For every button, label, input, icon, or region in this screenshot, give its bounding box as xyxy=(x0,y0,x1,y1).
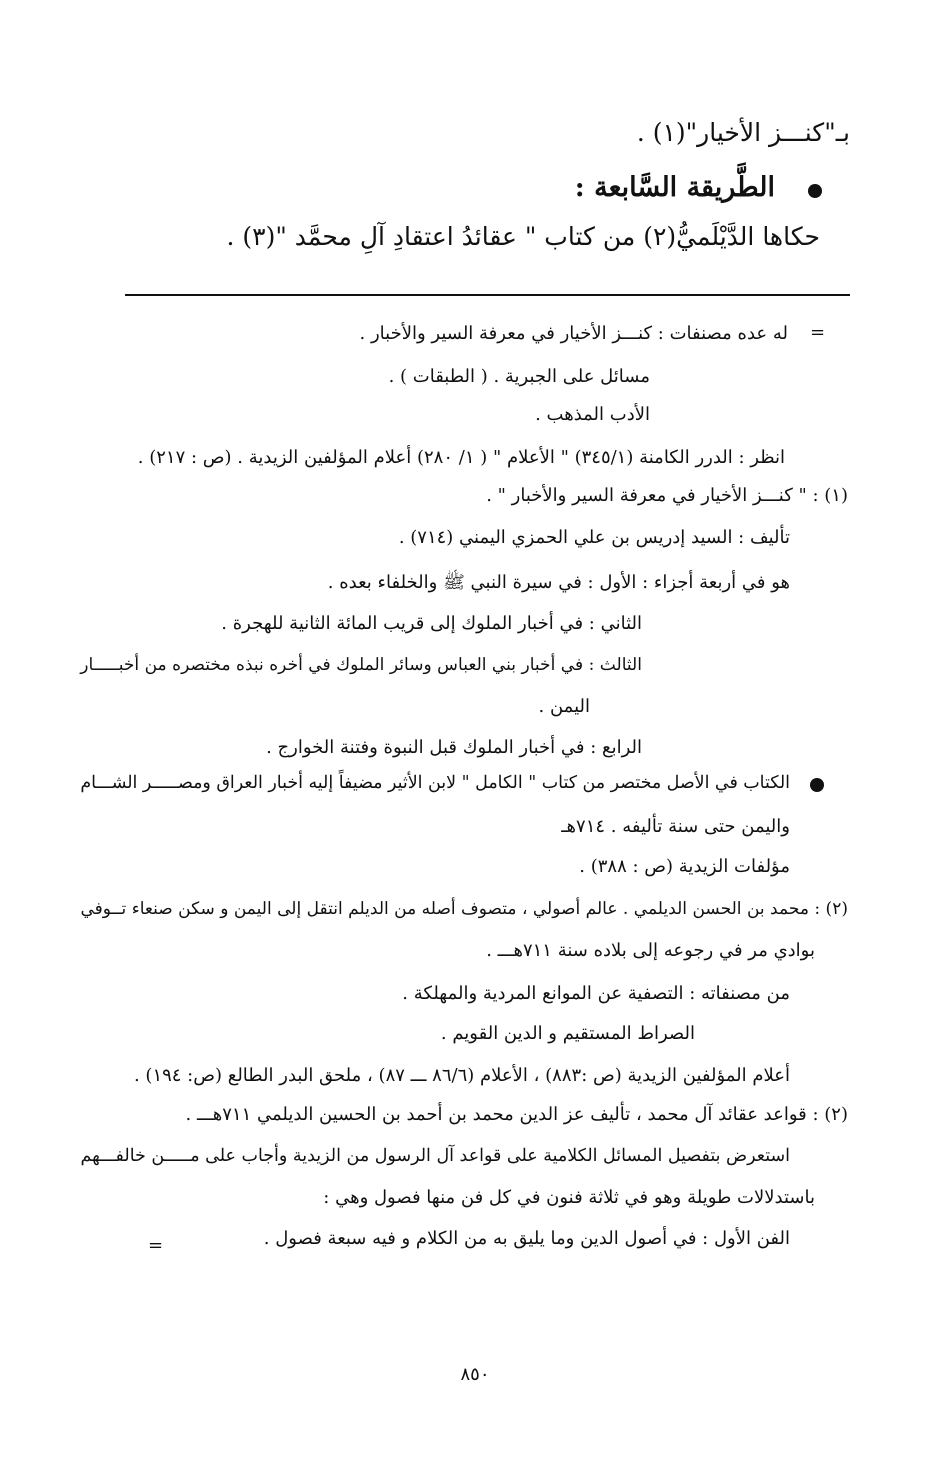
section-heading: الطَّريقة السَّابعة : xyxy=(574,172,775,203)
bullet-icon xyxy=(808,184,822,198)
footnote-line: تأليف : السيد إدريس بن علي الحمزي اليمني (٧١٤) . xyxy=(398,527,790,548)
footnote-line: انظر : الدرر الكامنة (٣٤٥/١) " الأعلام " ( ١/ ٢٨٠) أعلام المؤلفين الزيدية . (ص : ٢١٧) . xyxy=(137,447,785,468)
footnote-line: بوادي مر في رجوعه إلى بلاده سنة ٧١١هـــ . xyxy=(486,940,815,961)
footnote-line: واليمن حتى سنة تأليفه . ٧١٤هـ xyxy=(561,816,790,837)
footnote-line: الفن الأول : في أصول الدين وما يليق به من الكلام و فيه سبعة فصول . xyxy=(263,1228,790,1249)
footnote-line: مؤلفات الزيدية (ص : ٣٨٨) . xyxy=(579,856,790,877)
footnote-line: الثالث : في أخبار بني العباس وسائر الملوك في أخره نبذه مختصره من أخبـــــار xyxy=(80,655,642,675)
bullet-icon xyxy=(810,778,824,792)
footnote-line: باستدلالات طويلة وهو في ثلاثة فنون في كل فن منها فصول وهي : xyxy=(323,1187,815,1208)
footnote-line: هو في أربعة أجزاء : الأول : في سيرة النبي ﷺ والخلفاء بعده . xyxy=(327,572,790,593)
footnote-line: له عده مصنفات : كنـــز الأخيار في معرفة السير والأخبار . xyxy=(359,323,788,344)
main-text-line-1: بـ"كنـــز الأخيار"(١) . xyxy=(636,118,850,147)
continuation-marker: = xyxy=(148,1235,164,1256)
footnote-3-title: (٢) : قواعد عقائد آل محمد ، تأليف عز الدين محمد بن أحمد بن الحسين الديلمي ٧١١هـــ . xyxy=(185,1104,848,1125)
footnote-line: مسائل على الجبرية . ( الطبقات ) . xyxy=(388,366,650,387)
main-text-line-3: حكاها الدَّيْلَميُّ(٢) من كتاب " عقائدُ اعتقادِ آلِ محمَّد "(٣) . xyxy=(226,222,820,251)
footnote-line: من مصنفاته : التصفية عن الموانع المردية والمهلكة . xyxy=(402,983,790,1004)
footnote-line: الصراط المستقيم و الدين القويم . xyxy=(440,1023,695,1044)
footnote-line: اليمن . xyxy=(538,696,590,717)
continuation-marker: = xyxy=(810,322,826,343)
footnote-1-title: (١) : " كنـــز الأخيار في معرفة السير والأخبار " . xyxy=(486,485,848,506)
footnote-separator xyxy=(125,294,850,296)
footnote-line: الأدب المذهب . xyxy=(535,404,650,425)
footnote-line: الكتاب في الأصل مختصر من كتاب " الكامل " لابن الأثير مضيفاً إليه أخبار العراق ومصـــــر الشـــام xyxy=(80,773,790,793)
page-number: ٨٥٠ xyxy=(460,1364,490,1385)
footnote-line: استعرض بتفصيل المسائل الكلامية على قواعد آل الرسول من الزيدية وأجاب على مـــــن خالفـــهم xyxy=(80,1146,790,1166)
footnote-line: الثاني : في أخبار الملوك إلى قريب المائة الثانية للهجرة . xyxy=(221,613,642,634)
footnote-2-title: (٢) : محمد بن الحسن الديلمي . عالم أصولي ، متصوف أصله من الديلم انتقل إلى اليمن و سكن صنعاء تــوفي xyxy=(80,899,848,919)
footnote-line: الرابع : في أخبار الملوك قبل النبوة وفتنة الخوارج . xyxy=(266,737,642,758)
footnote-line: أعلام المؤلفين الزيدية (ص :٨٨٣) ، الأعلام (٨٦/٦ ـــ ٨٧) ، ملحق البدر الطالع (ص: ١٩٤) . xyxy=(133,1065,790,1086)
